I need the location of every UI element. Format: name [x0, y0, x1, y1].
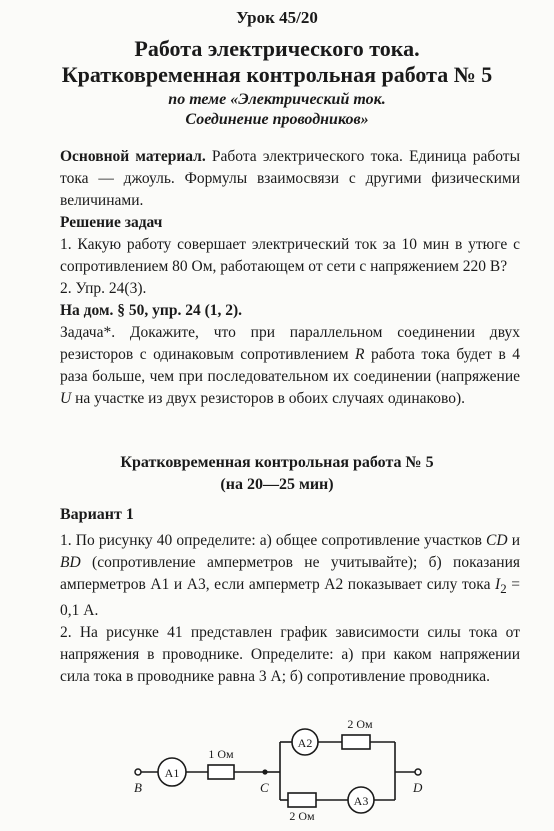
subtitle-line-1: по теме «Электрический ток. [168, 91, 386, 108]
ammeter-a3-label: A3 [353, 794, 369, 808]
page-title [0, 36, 554, 88]
basic-material-text: Работа электрического тока. Единица работы тока — джоуль. Формулы взаимосвязи с другими физическими величинами. [60, 148, 520, 209]
test-title: Кратковременная контрольная работа № 5 [120, 454, 434, 471]
q1-i2-sub: 2 [500, 581, 507, 597]
basic-material-paragraph [60, 146, 520, 212]
variant-label: Вариант 1 [60, 506, 134, 523]
question-1 [60, 530, 520, 622]
ammeter-a1-label: A1 [164, 766, 180, 780]
basic-material-label: Основной материал. [60, 148, 206, 165]
problem-2: 2. Упр. 24(3). [60, 280, 147, 297]
q1-cd: CD [486, 532, 508, 549]
node-d-label: D [413, 780, 423, 795]
test-heading [0, 452, 554, 496]
q1-text-c: = 0,1 А. [60, 576, 520, 620]
circuit-diagram [120, 712, 440, 824]
terminal-d [415, 769, 421, 775]
task-text-c: на участке из двух резисторов в обоих случаях одинаково). [71, 390, 466, 407]
task-var-r: R [355, 346, 365, 363]
resistor-3 [288, 793, 316, 807]
task-text-a: Докажите, что при параллельном соединении двух резисторов с одинаковым сопротивлением [60, 324, 520, 363]
task-text-b: работа тока будет в 4 раза больше, чем при последовательном их соединении (напряжение [60, 346, 520, 385]
q1-text-a: 1. По рисунку 40 определите: а) общее сопротивление участков [60, 532, 487, 549]
task-label: Задача*. [60, 324, 116, 341]
task-var-u: U [60, 390, 72, 407]
resistor-2 [342, 735, 370, 749]
title-line-1: Работа электрического тока. [134, 36, 420, 61]
ammeter-a2 [292, 729, 318, 755]
resistor-2-label: 2 Ом [347, 717, 373, 731]
ammeter-a2-label: A2 [297, 736, 313, 750]
terminal-b [135, 769, 141, 775]
node-c-dot [262, 769, 267, 774]
q1-text-b: (сопротивление амперметров не учитывайте); б) показания амперметров А1 и А3, если амперметр А2 показывает силу тока [60, 554, 520, 593]
solve-heading: Решение задач [60, 214, 163, 231]
node-c-label: C [260, 780, 269, 795]
resistor-1-label: 1 Ом [208, 747, 234, 761]
test-questions [60, 530, 520, 688]
lesson-number: Урок 45/20 [236, 8, 318, 27]
problem-1: 1. Какую работу совершает электрический ток за 10 мин в утюге с сопротивлением 80 Ом, работающем от сети с напряжением 220 В? [60, 236, 520, 275]
ammeter-a3 [348, 787, 374, 813]
q1-and: и [507, 532, 521, 549]
q1-i2: I [495, 576, 501, 593]
homework: На дом. § 50, упр. 24 (1, 2). [60, 302, 243, 319]
lesson-content [60, 146, 520, 410]
q1-bd: BD [60, 554, 81, 571]
node-b-label: B [134, 780, 142, 795]
resistor-1 [208, 765, 234, 779]
page-subtitle [0, 90, 554, 130]
ammeter-a1 [158, 758, 186, 786]
subtitle-line-2: Соединение проводников» [185, 111, 369, 128]
test-duration: (на 20—25 мин) [220, 476, 334, 493]
task-paragraph [60, 322, 520, 410]
resistor-3-label: 2 Ом [289, 809, 315, 823]
question-2: 2. На рисунке 41 представлен график зависимости силы тока от напряжения в проводнике. Определите: а) при каком напряжении сила тока в проводнике равна 3 А; б) сопротивление проводника. [60, 624, 520, 686]
title-line-2: Кратковременная контрольная работа № 5 [61, 62, 493, 87]
